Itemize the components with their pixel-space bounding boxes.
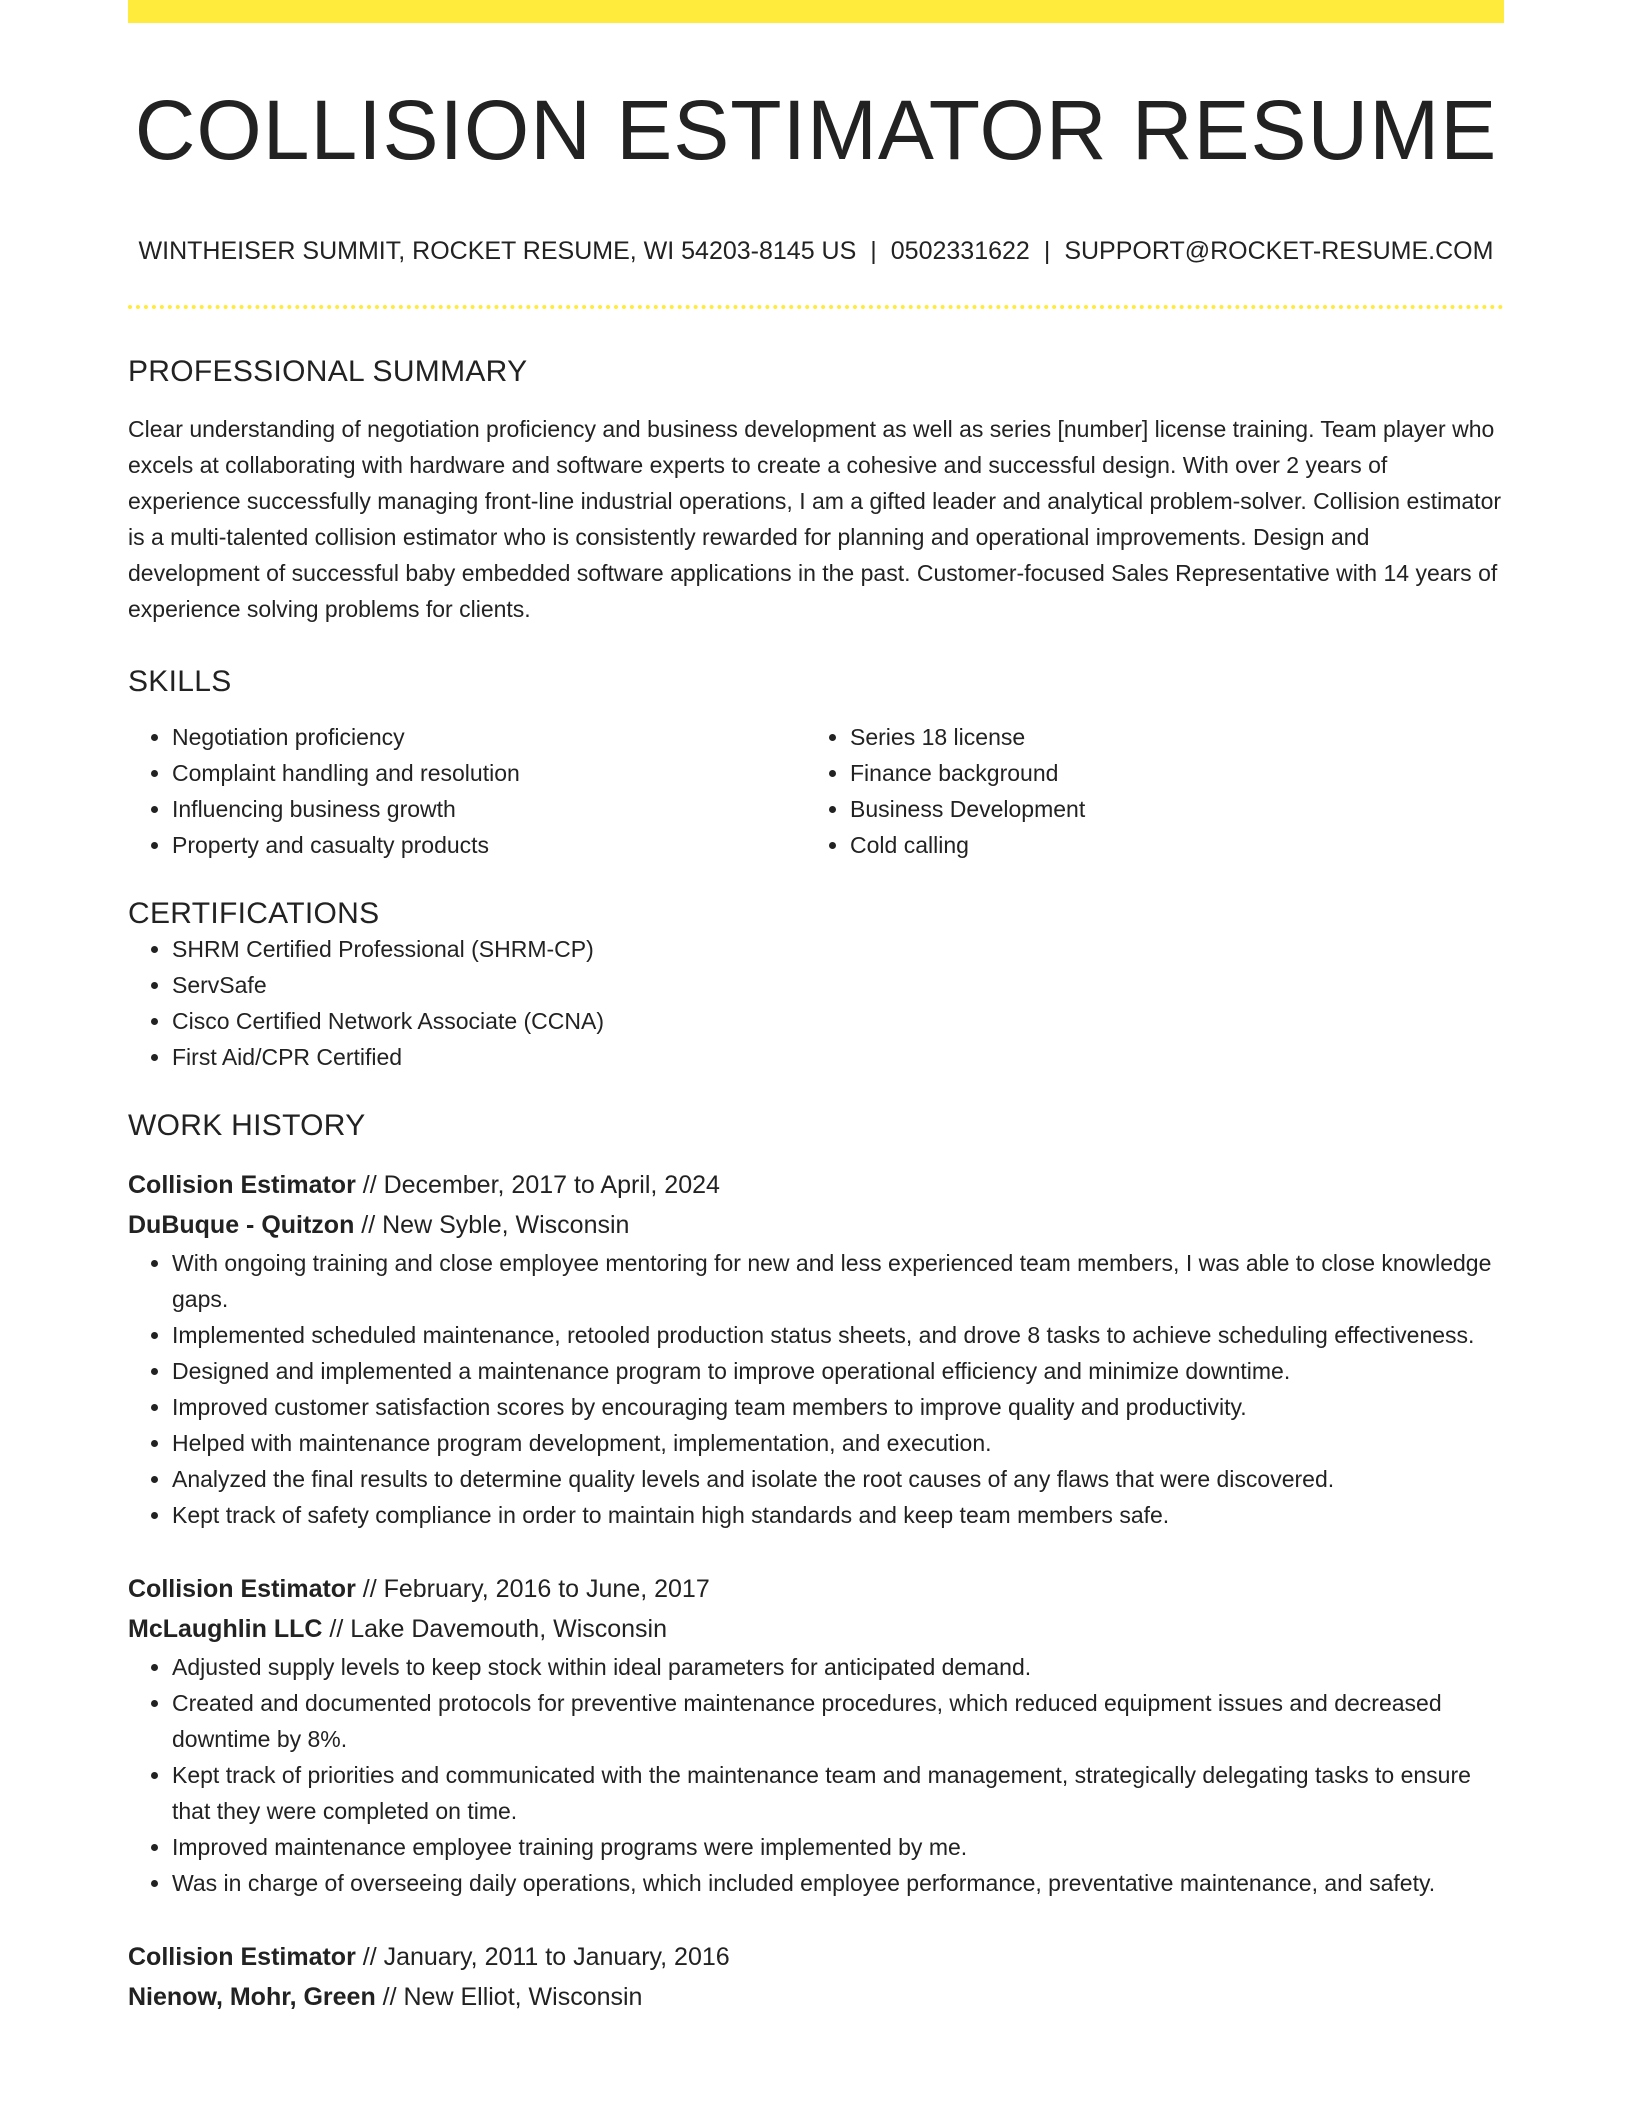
job-title-line xyxy=(128,1937,1504,1977)
contact-line xyxy=(128,235,1504,268)
job-bullet: • Created and documented protocols for preventive maintenance procedures, which reduced equipment issues and decreased downtime by 8%. xyxy=(172,1685,1504,1757)
job-location: // Lake Davemouth, Wisconsin xyxy=(322,1615,668,1644)
job-dates: // February, 2016 to June, 2017 xyxy=(355,1575,710,1604)
job-company: DuBuque - Quitzon xyxy=(128,1211,355,1240)
job-bullets xyxy=(128,1245,1504,1533)
job-location: // New Elliot, Wisconsin xyxy=(375,1983,643,2012)
certification-item: • SHRM Certified Professional (SHRM-CP) xyxy=(172,931,1504,967)
job-company-line xyxy=(128,1977,1504,2017)
work-history-heading: WORK HISTORY xyxy=(128,1109,366,1143)
job-title-line xyxy=(128,1165,1504,1205)
job-bullet: • Implemented scheduled maintenance, retooled production status sheets, and drove 8 tasks to achieve scheduling effectiveness. xyxy=(172,1317,1504,1353)
job-entry xyxy=(128,1937,1504,2017)
skill-item: • Finance background xyxy=(850,755,1484,791)
job-bullet: • Helped with maintenance program development, implementation, and execution. xyxy=(172,1425,1504,1461)
contact-address: WINTHEISER SUMMIT, ROCKET RESUME, WI 54203-8145 US xyxy=(138,236,857,265)
job-title-line xyxy=(128,1569,1504,1609)
job-dates: // January, 2011 to January, 2016 xyxy=(355,1943,730,1972)
accent-top-bar xyxy=(128,0,1504,23)
job-company: Nienow, Mohr, Green xyxy=(128,1983,376,2012)
job-bullet: • Kept track of priorities and communicated with the maintenance team and management, strategically delegating tasks to ensure that they were completed on time. xyxy=(172,1757,1504,1829)
job-company-line xyxy=(128,1205,1504,1245)
job-bullets xyxy=(128,1649,1504,1901)
skills-heading: SKILLS xyxy=(128,665,232,699)
skills-list-right xyxy=(806,719,1484,863)
page-title: COLLISION ESTIMATOR RESUME xyxy=(134,83,1498,177)
job-bullet: • Analyzed the final results to determine quality levels and isolate the root causes of any flaws that were discovered. xyxy=(172,1461,1504,1497)
certifications-heading: CERTIFICATIONS xyxy=(128,897,380,931)
job-company: McLaughlin LLC xyxy=(128,1615,323,1644)
job-title: Collision Estimator xyxy=(128,1575,356,1604)
job-bullet: • Adjusted supply levels to keep stock within ideal parameters for anticipated demand. xyxy=(172,1649,1504,1685)
contact-separator: | xyxy=(870,236,877,265)
skills-list-left xyxy=(128,719,806,863)
job-entry xyxy=(128,1569,1504,1901)
skills-columns xyxy=(128,719,1504,863)
job-bullet: • Kept track of safety compliance in order to maintain high standards and keep team members safe. xyxy=(172,1497,1504,1533)
contact-email: SUPPORT@ROCKET-RESUME.COM xyxy=(1064,236,1494,265)
skill-item: • Series 18 license xyxy=(850,719,1484,755)
skills-column-left xyxy=(128,719,806,863)
job-title: Collision Estimator xyxy=(128,1943,356,1972)
job-bullet: • Improved maintenance employee training programs were implemented by me. xyxy=(172,1829,1504,1865)
skill-item: • Influencing business growth xyxy=(172,791,806,827)
job-dates: // December, 2017 to April, 2024 xyxy=(355,1171,720,1200)
skill-item: • Property and casualty products xyxy=(172,827,806,863)
job-company-line xyxy=(128,1609,1504,1649)
contact-phone: 0502331622 xyxy=(890,236,1030,265)
resume-page xyxy=(128,0,1504,2017)
certifications-list xyxy=(128,931,1504,1075)
certification-item: • Cisco Certified Network Associate (CCNA) xyxy=(172,1003,1504,1039)
job-entry xyxy=(128,1165,1504,1533)
skills-column-right xyxy=(806,719,1484,863)
skill-item: • Business Development xyxy=(850,791,1484,827)
job-bullet: • With ongoing training and close employee mentoring for new and less experienced team members, I was able to close knowledge gaps. xyxy=(172,1245,1504,1317)
job-location: // New Syble, Wisconsin xyxy=(354,1211,630,1240)
job-bullet: • Improved customer satisfaction scores by encouraging team members to improve quality and productivity. xyxy=(172,1389,1504,1425)
dotted-divider xyxy=(128,305,1504,309)
job-title: Collision Estimator xyxy=(128,1171,356,1200)
summary-heading: PROFESSIONAL SUMMARY xyxy=(128,355,528,389)
summary-text: Clear understanding of negotiation proficiency and business development as well as series [number] license training. Team player who excels at collaborating with hardware and software experts to create a cohesive and successful design. With over 2 years of experience successfully managing front-line industrial operations, I am a gifted leader and analytical problem-solver. Collision estimator is a multi-talented collision estimator who is consistently rewarded for planning and operational improvements. Design and development of successful baby embedded software applications in the past. Customer-focused Sales Representative with 14 years of experience solving problems for clients. xyxy=(128,416,1502,623)
skill-item: • Complaint handling and resolution xyxy=(172,755,806,791)
skill-item: • Cold calling xyxy=(850,827,1484,863)
contact-separator: | xyxy=(1043,236,1051,265)
certification-item: • First Aid/CPR Certified xyxy=(172,1039,1504,1075)
certification-item: • ServSafe xyxy=(172,967,1504,1003)
skill-item: • Negotiation proficiency xyxy=(172,719,806,755)
job-bullet: • Designed and implemented a maintenance program to improve operational efficiency and minimize downtime. xyxy=(172,1353,1504,1389)
job-bullet: • Was in charge of overseeing daily operations, which included employee performance, preventative maintenance, and safety. xyxy=(172,1865,1504,1901)
